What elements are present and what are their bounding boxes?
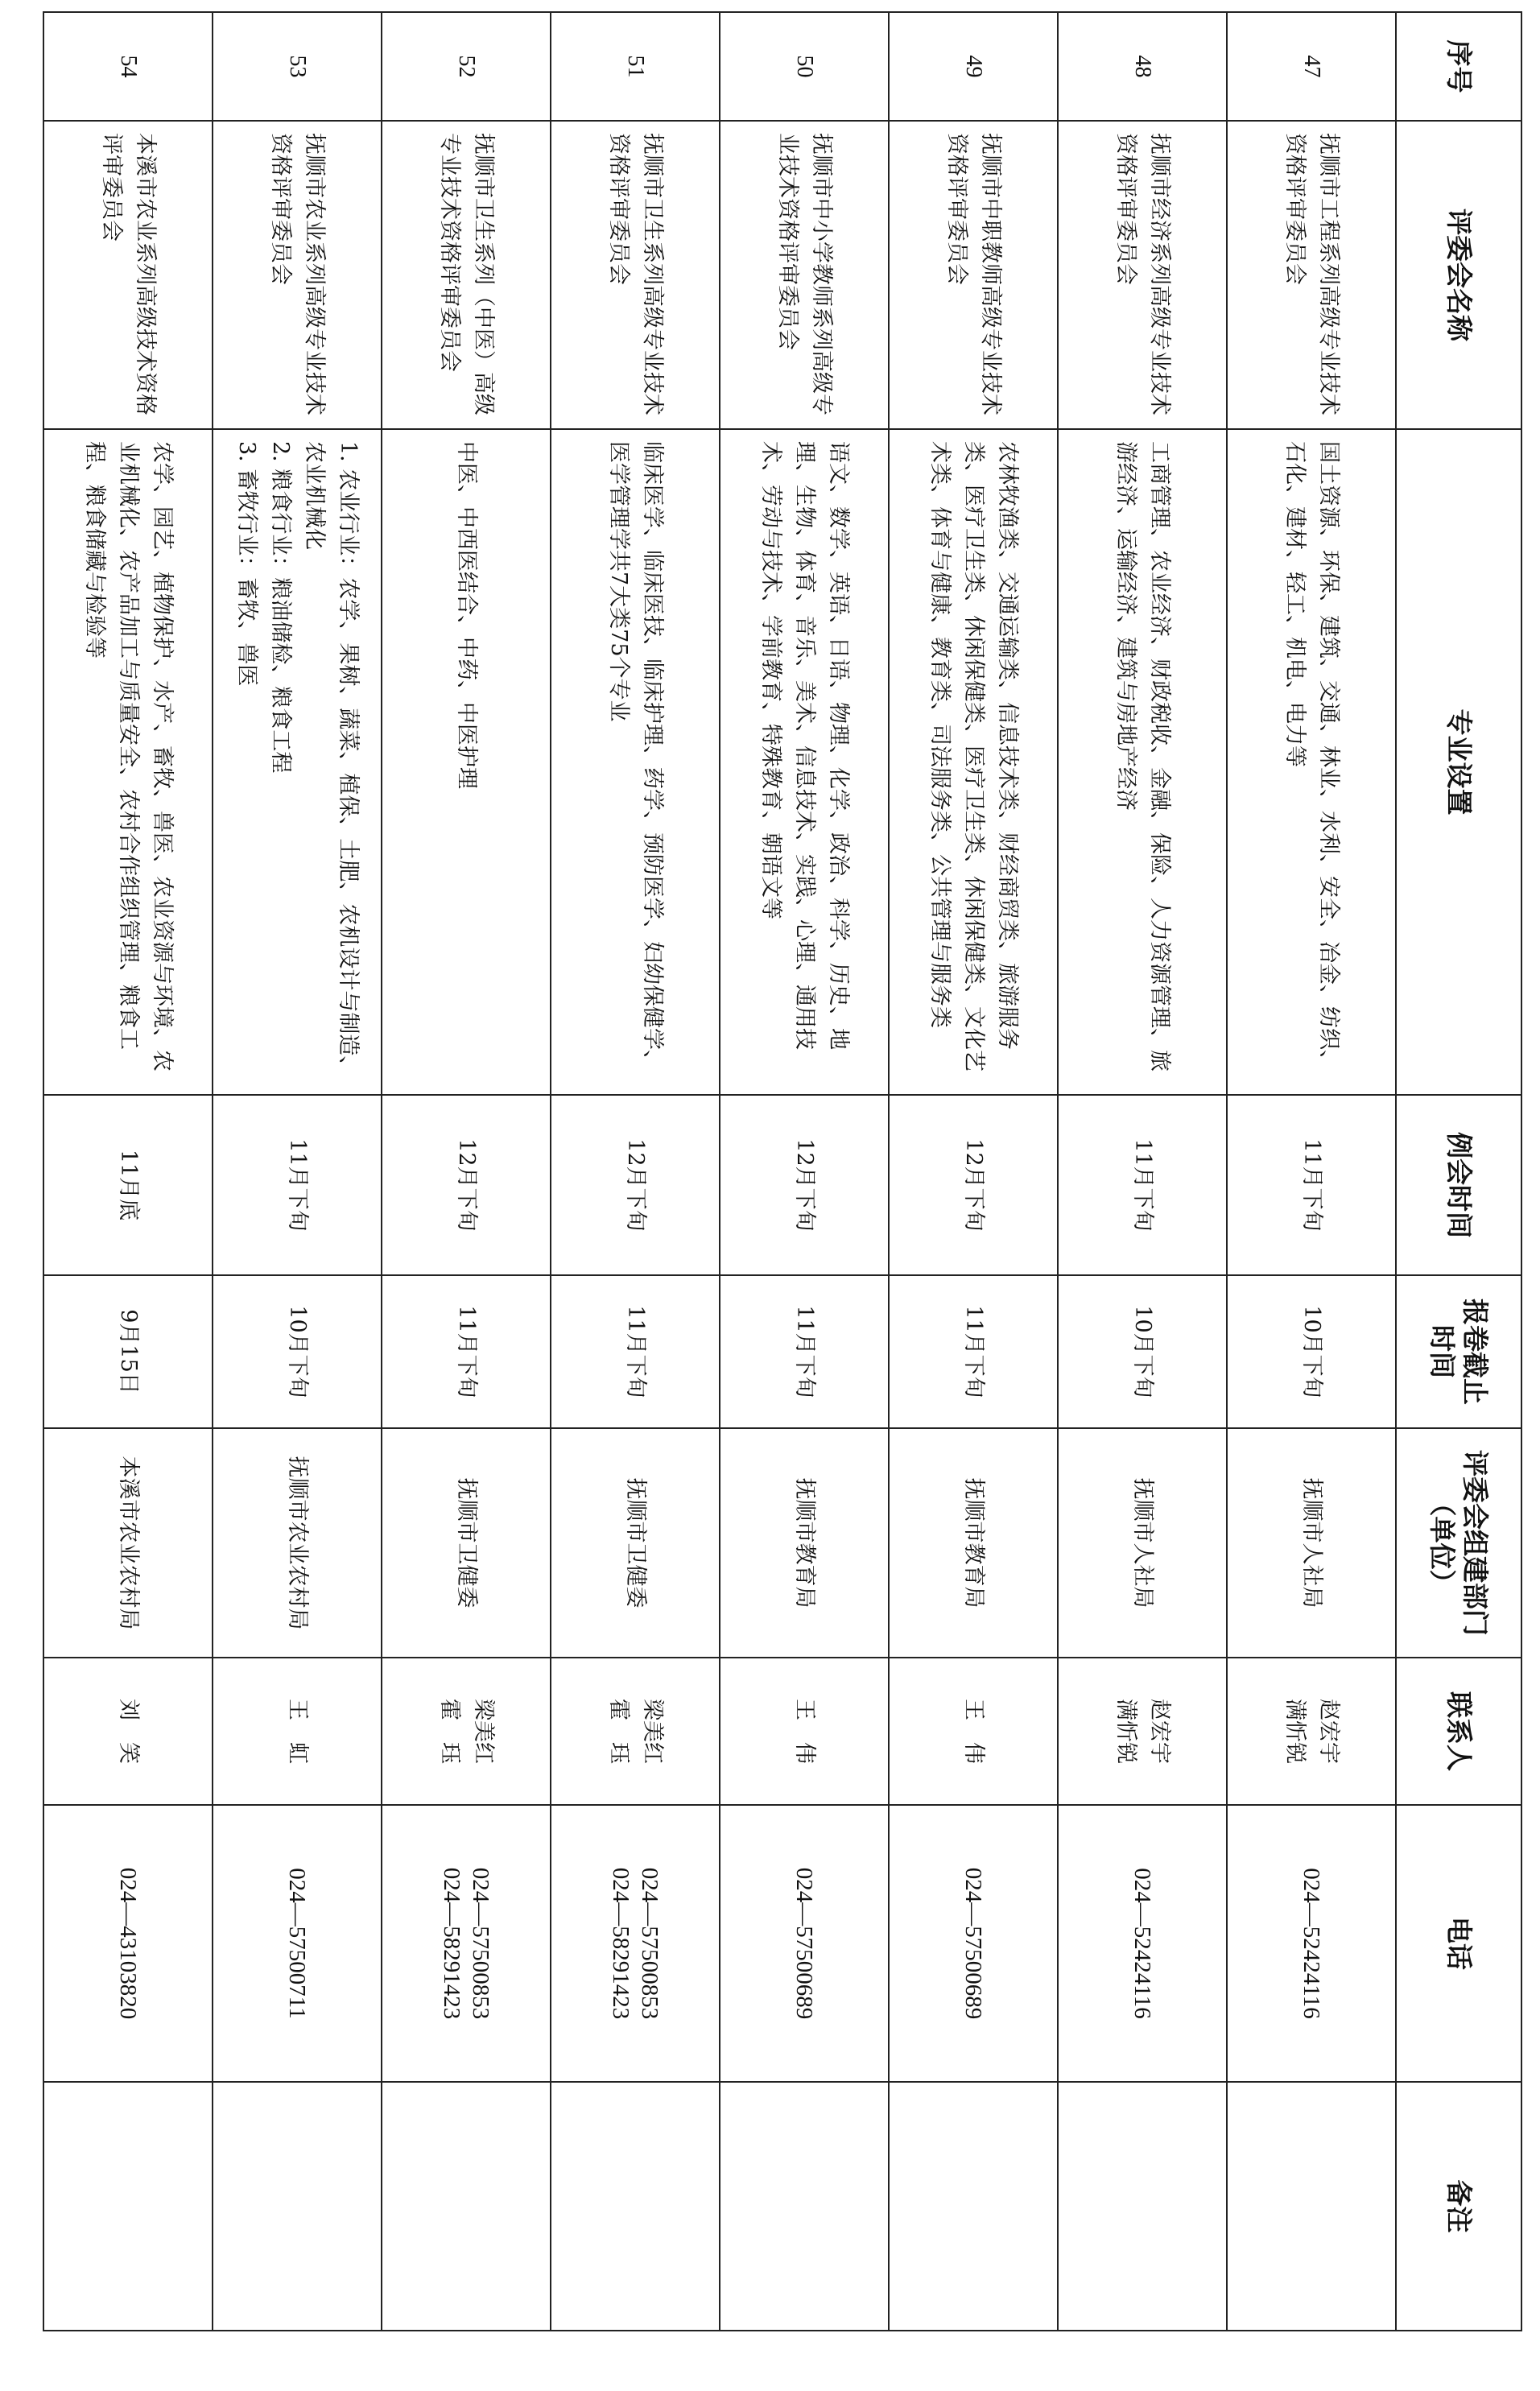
cell-dept: 抚顺市卫健委 (551, 1428, 720, 1658)
cell-meeting-time: 11月下旬 (1058, 1095, 1227, 1275)
cell-phone (1227, 1805, 1396, 2082)
cell-remark (551, 2082, 720, 2331)
cell-specialties: 中医、中西医结合、中药、中医护理 (382, 429, 551, 1095)
table-row (889, 12, 1058, 2331)
cell-contact (720, 1658, 889, 1805)
contact-name: 刘 笑 (115, 1699, 141, 1764)
cell-seq: 53 (213, 12, 382, 121)
contact-name: 梁美红 (639, 1699, 665, 1764)
cell-seq: 51 (551, 12, 720, 121)
cell-specialties: 工商管理、农业经济、财政税收、金融、保险、人力资源管理、旅游经济、运输经济、建筑与房地产经济 (1058, 429, 1227, 1095)
cell-seq: 52 (382, 12, 551, 121)
rotated-table-container (43, 11, 1522, 2330)
cell-specialties: 农林牧渔类、交通运输类、信息技术类、财经商贸类、旅游服务类、医疗卫生类、休闲保健类、医疗卫生类、休闲保健类、文化艺术类、体育与健康、教育类、司法服务类、公共管理与服务类 (889, 429, 1058, 1095)
phone-number: 024—58291423 (439, 1867, 464, 2020)
cell-phone (1058, 1805, 1227, 2082)
cell-name: 本溪市农业系列高级技术资格评审委员会 (43, 121, 213, 429)
phone-number: 024—57500689 (960, 1867, 987, 2020)
cell-deadline: 10月下旬 (213, 1275, 382, 1428)
header-specialties: 专业设置 (1396, 429, 1521, 1095)
header-contact: 联系人 (1396, 1658, 1521, 1805)
phone-number: 024—57500689 (791, 1867, 818, 2020)
specialty-line: 3. 畜牧行业：畜牧、兽医 (234, 441, 260, 687)
cell-meeting-time: 12月下旬 (382, 1095, 551, 1275)
cell-meeting-time: 11月下旬 (213, 1095, 382, 1275)
review-committee-table (43, 11, 1522, 2331)
cell-phone (551, 1805, 720, 2082)
cell-contact (213, 1658, 382, 1805)
phone-number: 024—57500853 (637, 1867, 663, 2020)
phone-number: 024—57500711 (284, 1868, 311, 2019)
cell-specialties (213, 429, 382, 1095)
cell-meeting-time: 12月下旬 (889, 1095, 1058, 1275)
table-row (1058, 12, 1227, 2331)
header-deadline: 报卷截止时间 (1396, 1275, 1521, 1428)
cell-deadline: 11月下旬 (889, 1275, 1058, 1428)
cell-contact (889, 1658, 1058, 1805)
cell-name: 抚顺市卫生系列高级专业技术资格评审委员会 (551, 121, 720, 429)
cell-phone (720, 1805, 889, 2082)
cell-seq: 47 (1227, 12, 1396, 121)
cell-contact (43, 1658, 213, 1805)
cell-phone (213, 1805, 382, 2082)
cell-remark (43, 2082, 213, 2331)
table-row (720, 12, 889, 2331)
contact-name: 满忻锐 (1113, 1699, 1138, 1764)
cell-meeting-time: 11月下旬 (1227, 1095, 1396, 1275)
header-meeting-time: 例会时间 (1396, 1095, 1521, 1275)
cell-dept: 抚顺市人社局 (1058, 1428, 1227, 1658)
cell-dept: 本溪市农业农村局 (43, 1428, 213, 1658)
cell-deadline: 11月下旬 (551, 1275, 720, 1428)
cell-specialties: 语文、数学、英语、日语、物理、化学、政治、科学、历史、地理、生物、体育、音乐、美术、信息技术、实践、心理、通用技术、劳动与技术、学前教育、特殊教育、朝语文等 (720, 429, 889, 1095)
cell-phone (889, 1805, 1058, 2082)
contact-name: 王 伟 (960, 1699, 986, 1764)
header-remark: 备注 (1396, 2082, 1521, 2331)
phone-number: 024—52424116 (1129, 1868, 1156, 2019)
cell-contact (1227, 1658, 1396, 1805)
contact-name: 霍 珏 (437, 1699, 462, 1764)
header-seq: 序号 (1396, 12, 1521, 121)
cell-dept: 抚顺市人社局 (1227, 1428, 1396, 1658)
header-dept: 评委会组建部门（单位） (1396, 1428, 1521, 1658)
cell-contact (1058, 1658, 1227, 1805)
table-row (382, 12, 551, 2331)
specialty-line: 1. 农业行业：农学、果树、蔬菜、植保、土肥、农机设计与制造、农业机械化 (301, 441, 361, 1078)
cell-name: 抚顺市卫生系列（中医）高级专业技术资格评审委员会 (382, 121, 551, 429)
cell-seq: 49 (889, 12, 1058, 121)
table-row (43, 12, 213, 2331)
cell-deadline: 9月15日 (43, 1275, 213, 1428)
cell-dept: 抚顺市教育局 (889, 1428, 1058, 1658)
table-row (1227, 12, 1396, 2331)
cell-contact (551, 1658, 720, 1805)
contact-name: 赵宏宇 (1146, 1699, 1172, 1764)
cell-meeting-time: 11月底 (43, 1095, 213, 1275)
cell-remark (720, 2082, 889, 2331)
phone-number: 024—52424116 (1298, 1868, 1325, 2019)
cell-remark (213, 2082, 382, 2331)
cell-name: 抚顺市工程系列高级专业技术资格评审委员会 (1227, 121, 1396, 429)
cell-dept: 抚顺市卫健委 (382, 1428, 551, 1658)
phone-number: 024—43103820 (115, 1867, 142, 2020)
contact-name: 梁美红 (470, 1699, 496, 1764)
cell-name: 抚顺市中职教师高级专业技术资格评审委员会 (889, 121, 1058, 429)
cell-seq: 48 (1058, 12, 1227, 121)
cell-specialties: 农学、园艺、植物保护、水产、畜牧、兽医、农业资源与环境、农业机械化、农产品加工与质量安全、农村合作组织管理、粮食工程、粮食储藏与检验等 (43, 429, 213, 1095)
cell-remark (1227, 2082, 1396, 2331)
header-phone: 电话 (1396, 1805, 1521, 2082)
cell-deadline: 11月下旬 (382, 1275, 551, 1428)
cell-seq: 50 (720, 12, 889, 121)
cell-phone (43, 1805, 213, 2082)
contact-name: 霍 珏 (606, 1699, 631, 1764)
cell-remark (382, 2082, 551, 2331)
specialty-line: 2. 粮食行业：粮油储检、粮食工程 (268, 441, 293, 774)
cell-name: 抚顺市农业系列高级专业技术资格评审委员会 (213, 121, 382, 429)
header-row (1396, 12, 1521, 2331)
contact-name: 王 虹 (284, 1699, 310, 1764)
cell-deadline: 11月下旬 (720, 1275, 889, 1428)
contact-name: 满忻锐 (1282, 1699, 1307, 1764)
cell-seq: 54 (43, 12, 213, 121)
header-name: 评委会名称 (1396, 121, 1521, 429)
cell-remark (1058, 2082, 1227, 2331)
cell-dept: 抚顺市教育局 (720, 1428, 889, 1658)
contact-name: 赵宏宇 (1315, 1699, 1341, 1764)
cell-deadline: 10月下旬 (1058, 1275, 1227, 1428)
contact-name: 王 伟 (791, 1699, 817, 1764)
cell-remark (889, 2082, 1058, 2331)
cell-meeting-time: 12月下旬 (720, 1095, 889, 1275)
cell-specialties: 临床医学、临床医技、临床护理、药学、预防医学、妇幼保健学、医学管理学共7大类75个专业 (551, 429, 720, 1095)
cell-phone (382, 1805, 551, 2082)
phone-number: 024—57500853 (468, 1867, 494, 2020)
cell-specialties: 国土资源、环保、建筑、交通、林业、水利、安全、冶金、纺织、石化、建材、轻工、机电、电力等 (1227, 429, 1396, 1095)
table-row (213, 12, 382, 2331)
cell-contact (382, 1658, 551, 1805)
cell-dept: 抚顺市农业农村局 (213, 1428, 382, 1658)
phone-number: 024—58291423 (608, 1867, 634, 2020)
table-row (551, 12, 720, 2331)
cell-meeting-time: 12月下旬 (551, 1095, 720, 1275)
cell-name: 抚顺市中小学教师系列高级专业技术资格评审委员会 (720, 121, 889, 429)
cell-deadline: 10月下旬 (1227, 1275, 1396, 1428)
cell-name: 抚顺市经济系列高级专业技术资格评审委员会 (1058, 121, 1227, 429)
